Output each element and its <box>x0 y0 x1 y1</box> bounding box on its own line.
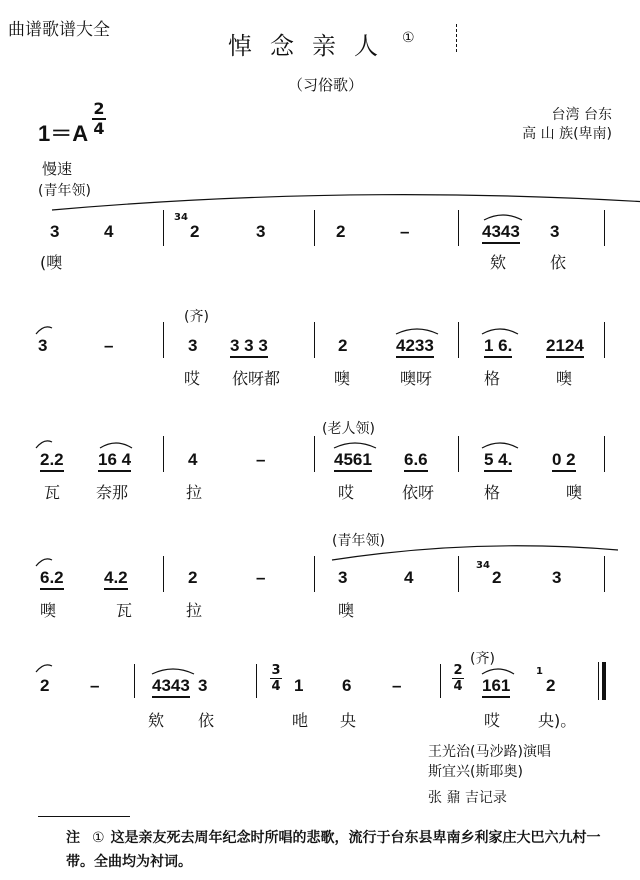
note: 161 <box>482 676 510 698</box>
note-slur <box>98 438 134 450</box>
note-slur <box>482 210 524 222</box>
note: 3 <box>50 222 60 241</box>
note: – <box>256 568 266 587</box>
origin-region: 台湾 台东 <box>551 107 612 123</box>
note: 6.2 <box>40 568 64 590</box>
time-sig-bottom: 4 <box>93 119 105 138</box>
tie-start <box>34 438 54 450</box>
lyric: 哎 <box>338 483 355 502</box>
meter-bottom: 4 <box>453 679 463 694</box>
note-slur <box>480 664 516 676</box>
footnote-text: 这是亲友死去周年纪念时所唱的悲歌，流行于台东县卑南乡利家庄大巴六九村一带。全曲均为衬词。 <box>66 830 601 870</box>
lyric: 瓦 <box>44 483 61 502</box>
lyric: 拉 <box>186 601 203 620</box>
lyric: 欸 <box>148 711 165 730</box>
lyric: 噢 <box>40 601 57 620</box>
lyric: 噢 <box>338 601 355 620</box>
key-signature: 1＝A <box>38 121 89 146</box>
note: 6 <box>342 676 352 695</box>
final-barline <box>598 662 606 700</box>
bar-line <box>604 556 605 592</box>
note: 2 <box>190 222 200 241</box>
meter-change <box>452 664 464 693</box>
bar-line <box>314 322 315 358</box>
footnote-rule <box>38 816 130 817</box>
tie-start <box>34 556 54 568</box>
lyric: 依呀 <box>402 483 435 502</box>
meter-change <box>270 664 282 693</box>
note: 4 <box>104 222 114 241</box>
note: 4 <box>404 568 414 587</box>
note: 1 6. <box>484 336 512 358</box>
bar-line <box>604 436 605 472</box>
lyric: 奈那 <box>96 483 129 502</box>
lyric: 噢 <box>334 369 351 388</box>
note: 3 <box>38 336 48 355</box>
note: – <box>104 336 114 355</box>
bar-line <box>458 210 459 246</box>
note-slur <box>332 438 378 450</box>
tie-start <box>34 324 54 336</box>
lyric: 噢 <box>556 369 573 388</box>
lyric: 格 <box>484 369 501 388</box>
lyric: 拉 <box>186 483 203 502</box>
note: 4.2 <box>104 568 128 590</box>
origin <box>522 106 612 144</box>
phrase-slur <box>50 188 640 218</box>
note: – <box>400 222 410 241</box>
meter-top: 2 <box>453 663 463 678</box>
time-sig-top: 2 <box>93 99 105 118</box>
note: 5 4. <box>484 450 512 472</box>
origin-ethnic-group: 高 山 族(卑南) <box>522 126 612 142</box>
note-slur <box>480 438 520 450</box>
note: 4343 <box>482 222 520 244</box>
lyric: 哎 <box>484 711 501 730</box>
note: 2 <box>338 336 348 355</box>
grace-note: 1 <box>536 666 543 677</box>
song-subtitle: （习俗歌） <box>288 76 364 94</box>
bar-line <box>163 210 164 246</box>
grace-note: 34 <box>174 212 188 223</box>
part-label: (青年领) <box>38 183 91 199</box>
note: – <box>256 450 266 469</box>
bar-line <box>314 210 315 246</box>
note: 4 <box>188 450 198 469</box>
title-end-marks <box>456 24 460 52</box>
title-footnote-mark: ① <box>402 30 415 46</box>
note: 3 <box>552 568 562 587</box>
note: 2124 <box>546 336 584 358</box>
note: 3 <box>188 336 198 355</box>
song-title: 悼念亲人 <box>228 32 396 60</box>
note: – <box>90 676 100 695</box>
bar-line <box>314 556 315 592</box>
lyric: 央 <box>340 711 357 730</box>
lyric: 央)。 <box>538 711 577 730</box>
note: 4233 <box>396 336 434 358</box>
part-label: (齐) <box>184 309 209 325</box>
note-slur <box>480 324 520 336</box>
note: 2 <box>40 676 50 695</box>
singer-1: 王光治(马沙路) <box>428 744 523 760</box>
tempo-marking: 慢速 <box>42 160 73 178</box>
bar-line <box>440 664 441 698</box>
footnote <box>66 826 626 874</box>
note: 3 3 3 <box>230 336 268 358</box>
part-label: (青年领) <box>332 533 385 549</box>
lyric: 噢呀 <box>400 369 433 388</box>
note-slur <box>394 324 440 336</box>
footnote-mark: ① <box>92 830 105 846</box>
part-label: (齐) <box>470 651 495 667</box>
note: 6.6 <box>404 450 428 472</box>
lyric: 格 <box>484 483 501 502</box>
note: 2 <box>492 568 502 587</box>
recorder: 张 鼐 吉记录 <box>428 790 507 806</box>
lyric: 哎 <box>184 369 201 388</box>
note: 3 <box>550 222 560 241</box>
note-slur <box>150 664 196 676</box>
note: 3 <box>198 676 208 695</box>
bar-line <box>256 664 257 698</box>
time-signature <box>92 101 106 137</box>
note: 2 <box>546 676 556 695</box>
note: 16 4 <box>98 450 131 472</box>
lyric: 依 <box>198 711 215 730</box>
note: 2 <box>336 222 346 241</box>
phrase-slur <box>330 542 620 566</box>
note: 4343 <box>152 676 190 698</box>
bar-line <box>458 436 459 472</box>
part-label: (老人领) <box>322 421 375 437</box>
note: – <box>392 676 402 695</box>
note: 3 <box>338 568 348 587</box>
singer-role: 演唱 <box>522 744 551 760</box>
lyric: 欸 <box>490 253 507 272</box>
lyric: 噢 <box>566 483 583 502</box>
bar-line <box>163 322 164 358</box>
site-label: 曲谱歌谱大全 <box>8 20 110 40</box>
note: 4561 <box>334 450 372 472</box>
footnote-label: 注 <box>66 830 80 846</box>
lyric: 吔 <box>292 711 309 730</box>
note: 3 <box>256 222 266 241</box>
credits <box>428 742 551 808</box>
grace-note: 34 <box>476 560 490 571</box>
tie-start <box>34 662 54 674</box>
lyric: (噢 <box>40 253 63 272</box>
bar-line <box>604 322 605 358</box>
singer-2: 斯宜兴(斯耶奥) <box>428 764 523 780</box>
note: 1 <box>294 676 304 695</box>
meter-top: 3 <box>271 663 281 678</box>
lyric: 依 <box>550 253 567 272</box>
bar-line <box>163 436 164 472</box>
meter-bottom: 4 <box>271 679 281 694</box>
bar-line <box>134 664 135 698</box>
bar-line <box>458 556 459 592</box>
note: 0 2 <box>552 450 576 472</box>
note: 2.2 <box>40 450 64 472</box>
bar-line <box>314 436 315 472</box>
bar-line <box>604 210 605 246</box>
note: 2 <box>188 568 198 587</box>
lyric: 依呀都 <box>232 369 281 388</box>
lyric: 瓦 <box>116 601 133 620</box>
bar-line <box>458 322 459 358</box>
bar-line <box>163 556 164 592</box>
